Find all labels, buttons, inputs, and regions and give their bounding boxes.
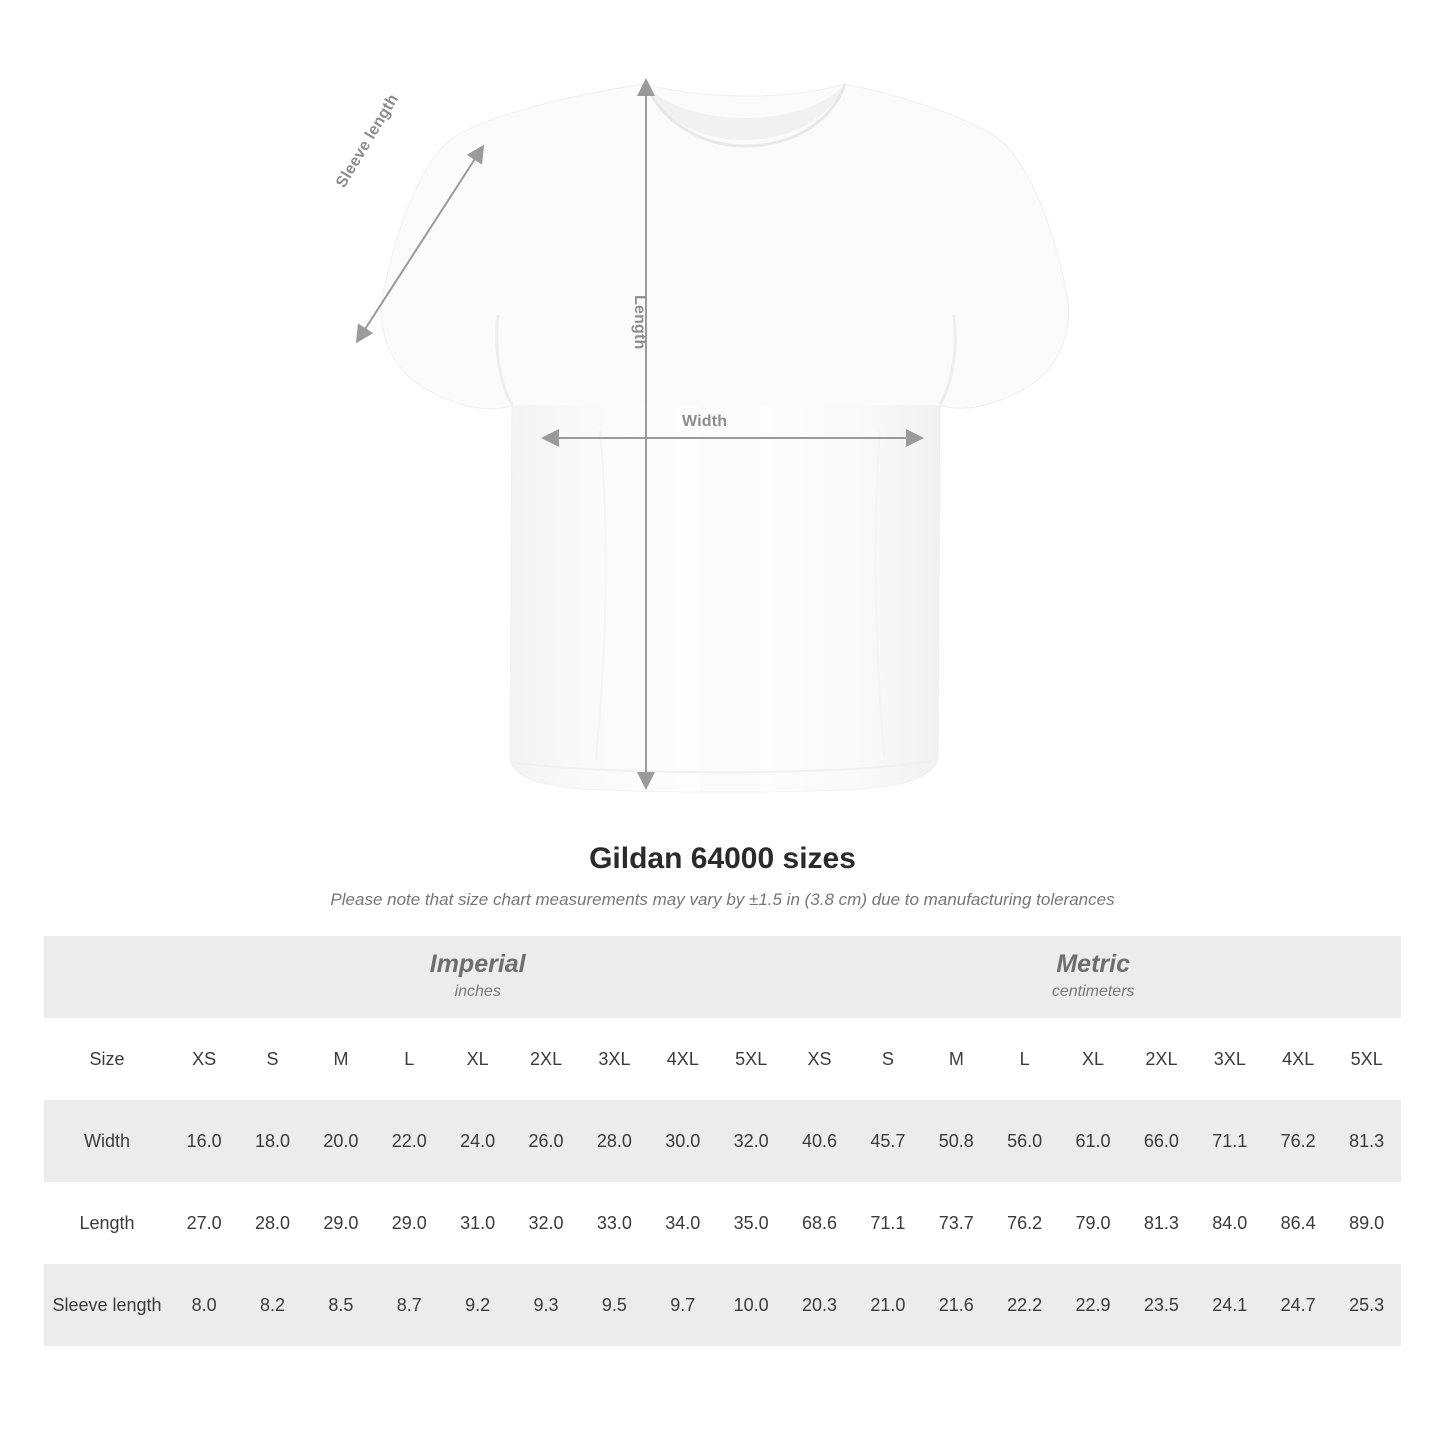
- unit-group-metric-name: Metric: [1056, 949, 1130, 978]
- size-table-body: [44, 936, 1401, 1346]
- cell-width-14: 66.0: [1127, 1100, 1195, 1182]
- row-label-width: Width: [44, 1100, 170, 1182]
- unit-header-row: [44, 936, 1401, 1018]
- size-col-xs-imperial: XS: [170, 1018, 238, 1100]
- cell-sleeve-2: 8.5: [307, 1264, 375, 1346]
- cell-width-13: 61.0: [1059, 1100, 1127, 1182]
- cell-width-4: 24.0: [444, 1100, 512, 1182]
- unit-group-metric-sub: centimeters: [1051, 982, 1135, 1000]
- size-col-5xl-imperial: 5XL: [717, 1018, 785, 1100]
- cell-length-15: 84.0: [1196, 1182, 1264, 1264]
- size-col-4xl-imperial: 4XL: [649, 1018, 717, 1100]
- cell-width-6: 28.0: [580, 1100, 648, 1182]
- size-col-xl-imperial: XL: [444, 1018, 512, 1100]
- size-col-3xl-imperial: 3XL: [580, 1018, 648, 1100]
- table-row-sleeve-length: [44, 1264, 1401, 1346]
- table-row-width: [44, 1100, 1401, 1182]
- cell-sleeve-3: 8.7: [375, 1264, 443, 1346]
- tolerance-note: Please note that size chart measurements may vary by ±1.5 in (3.8 cm) due to manufacturing tolerances: [330, 890, 1115, 909]
- cell-width-10: 45.7: [854, 1100, 922, 1182]
- cell-width-17: 81.3: [1332, 1100, 1401, 1182]
- unit-header-spacer: [44, 936, 170, 1018]
- cell-width-11: 50.8: [922, 1100, 990, 1182]
- cell-length-10: 71.1: [854, 1182, 922, 1264]
- cell-sleeve-9: 20.3: [785, 1264, 853, 1346]
- cell-sleeve-11: 21.6: [922, 1264, 990, 1346]
- cell-sleeve-5: 9.3: [512, 1264, 580, 1346]
- cell-length-11: 73.7: [922, 1182, 990, 1264]
- size-col-xl-metric: XL: [1059, 1018, 1127, 1100]
- cell-length-2: 29.0: [307, 1182, 375, 1264]
- cell-sleeve-4: 9.2: [444, 1264, 512, 1346]
- size-col-2xl-imperial: 2XL: [512, 1018, 580, 1100]
- unit-group-imperial-name: Imperial: [429, 949, 526, 978]
- cell-width-5: 26.0: [512, 1100, 580, 1182]
- cell-length-4: 31.0: [444, 1182, 512, 1264]
- cell-sleeve-0: 8.0: [170, 1264, 238, 1346]
- size-col-s-imperial: S: [238, 1018, 306, 1100]
- cell-length-16: 86.4: [1264, 1182, 1332, 1264]
- cell-sleeve-17: 25.3: [1332, 1264, 1401, 1346]
- size-col-2xl-metric: 2XL: [1127, 1018, 1195, 1100]
- size-row-label: Size: [44, 1018, 170, 1100]
- cell-length-8: 35.0: [717, 1182, 785, 1264]
- unit-group-metric: [785, 936, 1401, 1018]
- cell-width-8: 32.0: [717, 1100, 785, 1182]
- size-col-5xl-metric: 5XL: [1332, 1018, 1401, 1100]
- width-label: Width: [682, 413, 728, 430]
- unit-group-imperial-sub: inches: [454, 982, 501, 1000]
- cell-length-14: 81.3: [1127, 1182, 1195, 1264]
- size-chart-table: [44, 936, 1401, 1346]
- cell-sleeve-13: 22.9: [1059, 1264, 1127, 1346]
- size-col-m-imperial: M: [307, 1018, 375, 1100]
- unit-group-imperial: [170, 936, 785, 1018]
- cell-length-12: 76.2: [991, 1182, 1059, 1264]
- size-col-xs-metric: XS: [785, 1018, 853, 1100]
- size-col-l-imperial: L: [375, 1018, 443, 1100]
- cell-length-1: 28.0: [238, 1182, 306, 1264]
- cell-width-15: 71.1: [1196, 1100, 1264, 1182]
- cell-sleeve-14: 23.5: [1127, 1264, 1195, 1346]
- cell-length-3: 29.0: [375, 1182, 443, 1264]
- cell-sleeve-1: 8.2: [238, 1264, 306, 1346]
- cell-width-0: 16.0: [170, 1100, 238, 1182]
- size-col-s-metric: S: [854, 1018, 922, 1100]
- cell-length-5: 32.0: [512, 1182, 580, 1264]
- cell-length-6: 33.0: [580, 1182, 648, 1264]
- size-col-m-metric: M: [922, 1018, 990, 1100]
- size-col-4xl-metric: 4XL: [1264, 1018, 1332, 1100]
- cell-width-3: 22.0: [375, 1100, 443, 1182]
- cell-sleeve-16: 24.7: [1264, 1264, 1332, 1346]
- cell-width-1: 18.0: [238, 1100, 306, 1182]
- cell-sleeve-12: 22.2: [991, 1264, 1059, 1346]
- sleeve-length-label: Sleeve length: [333, 91, 403, 191]
- size-table-wrap: [0, 936, 1445, 1346]
- row-label-sleeve-length: Sleeve length: [44, 1264, 170, 1346]
- cell-width-12: 56.0: [991, 1100, 1059, 1182]
- size-col-3xl-metric: 3XL: [1196, 1018, 1264, 1100]
- cell-length-13: 79.0: [1059, 1182, 1127, 1264]
- cell-width-7: 30.0: [649, 1100, 717, 1182]
- cell-length-17: 89.0: [1332, 1182, 1401, 1264]
- cell-width-9: 40.6: [785, 1100, 853, 1182]
- cell-length-0: 27.0: [170, 1182, 238, 1264]
- page-title: Gildan 64000 sizes: [589, 842, 856, 875]
- cell-length-7: 34.0: [649, 1182, 717, 1264]
- cell-sleeve-7: 9.7: [649, 1264, 717, 1346]
- size-header-row: [44, 1018, 1401, 1100]
- length-label: Length: [631, 295, 648, 350]
- cell-length-9: 68.6: [785, 1182, 853, 1264]
- row-label-length: Length: [44, 1182, 170, 1264]
- table-row-length: [44, 1182, 1401, 1264]
- cell-sleeve-10: 21.0: [854, 1264, 922, 1346]
- cell-sleeve-8: 10.0: [717, 1264, 785, 1346]
- cell-sleeve-6: 9.5: [580, 1264, 648, 1346]
- cell-sleeve-15: 24.1: [1196, 1264, 1264, 1346]
- cell-width-2: 20.0: [307, 1100, 375, 1182]
- cell-width-16: 76.2: [1264, 1100, 1332, 1182]
- heading-block: [0, 842, 1445, 910]
- size-col-l-metric: L: [991, 1018, 1059, 1100]
